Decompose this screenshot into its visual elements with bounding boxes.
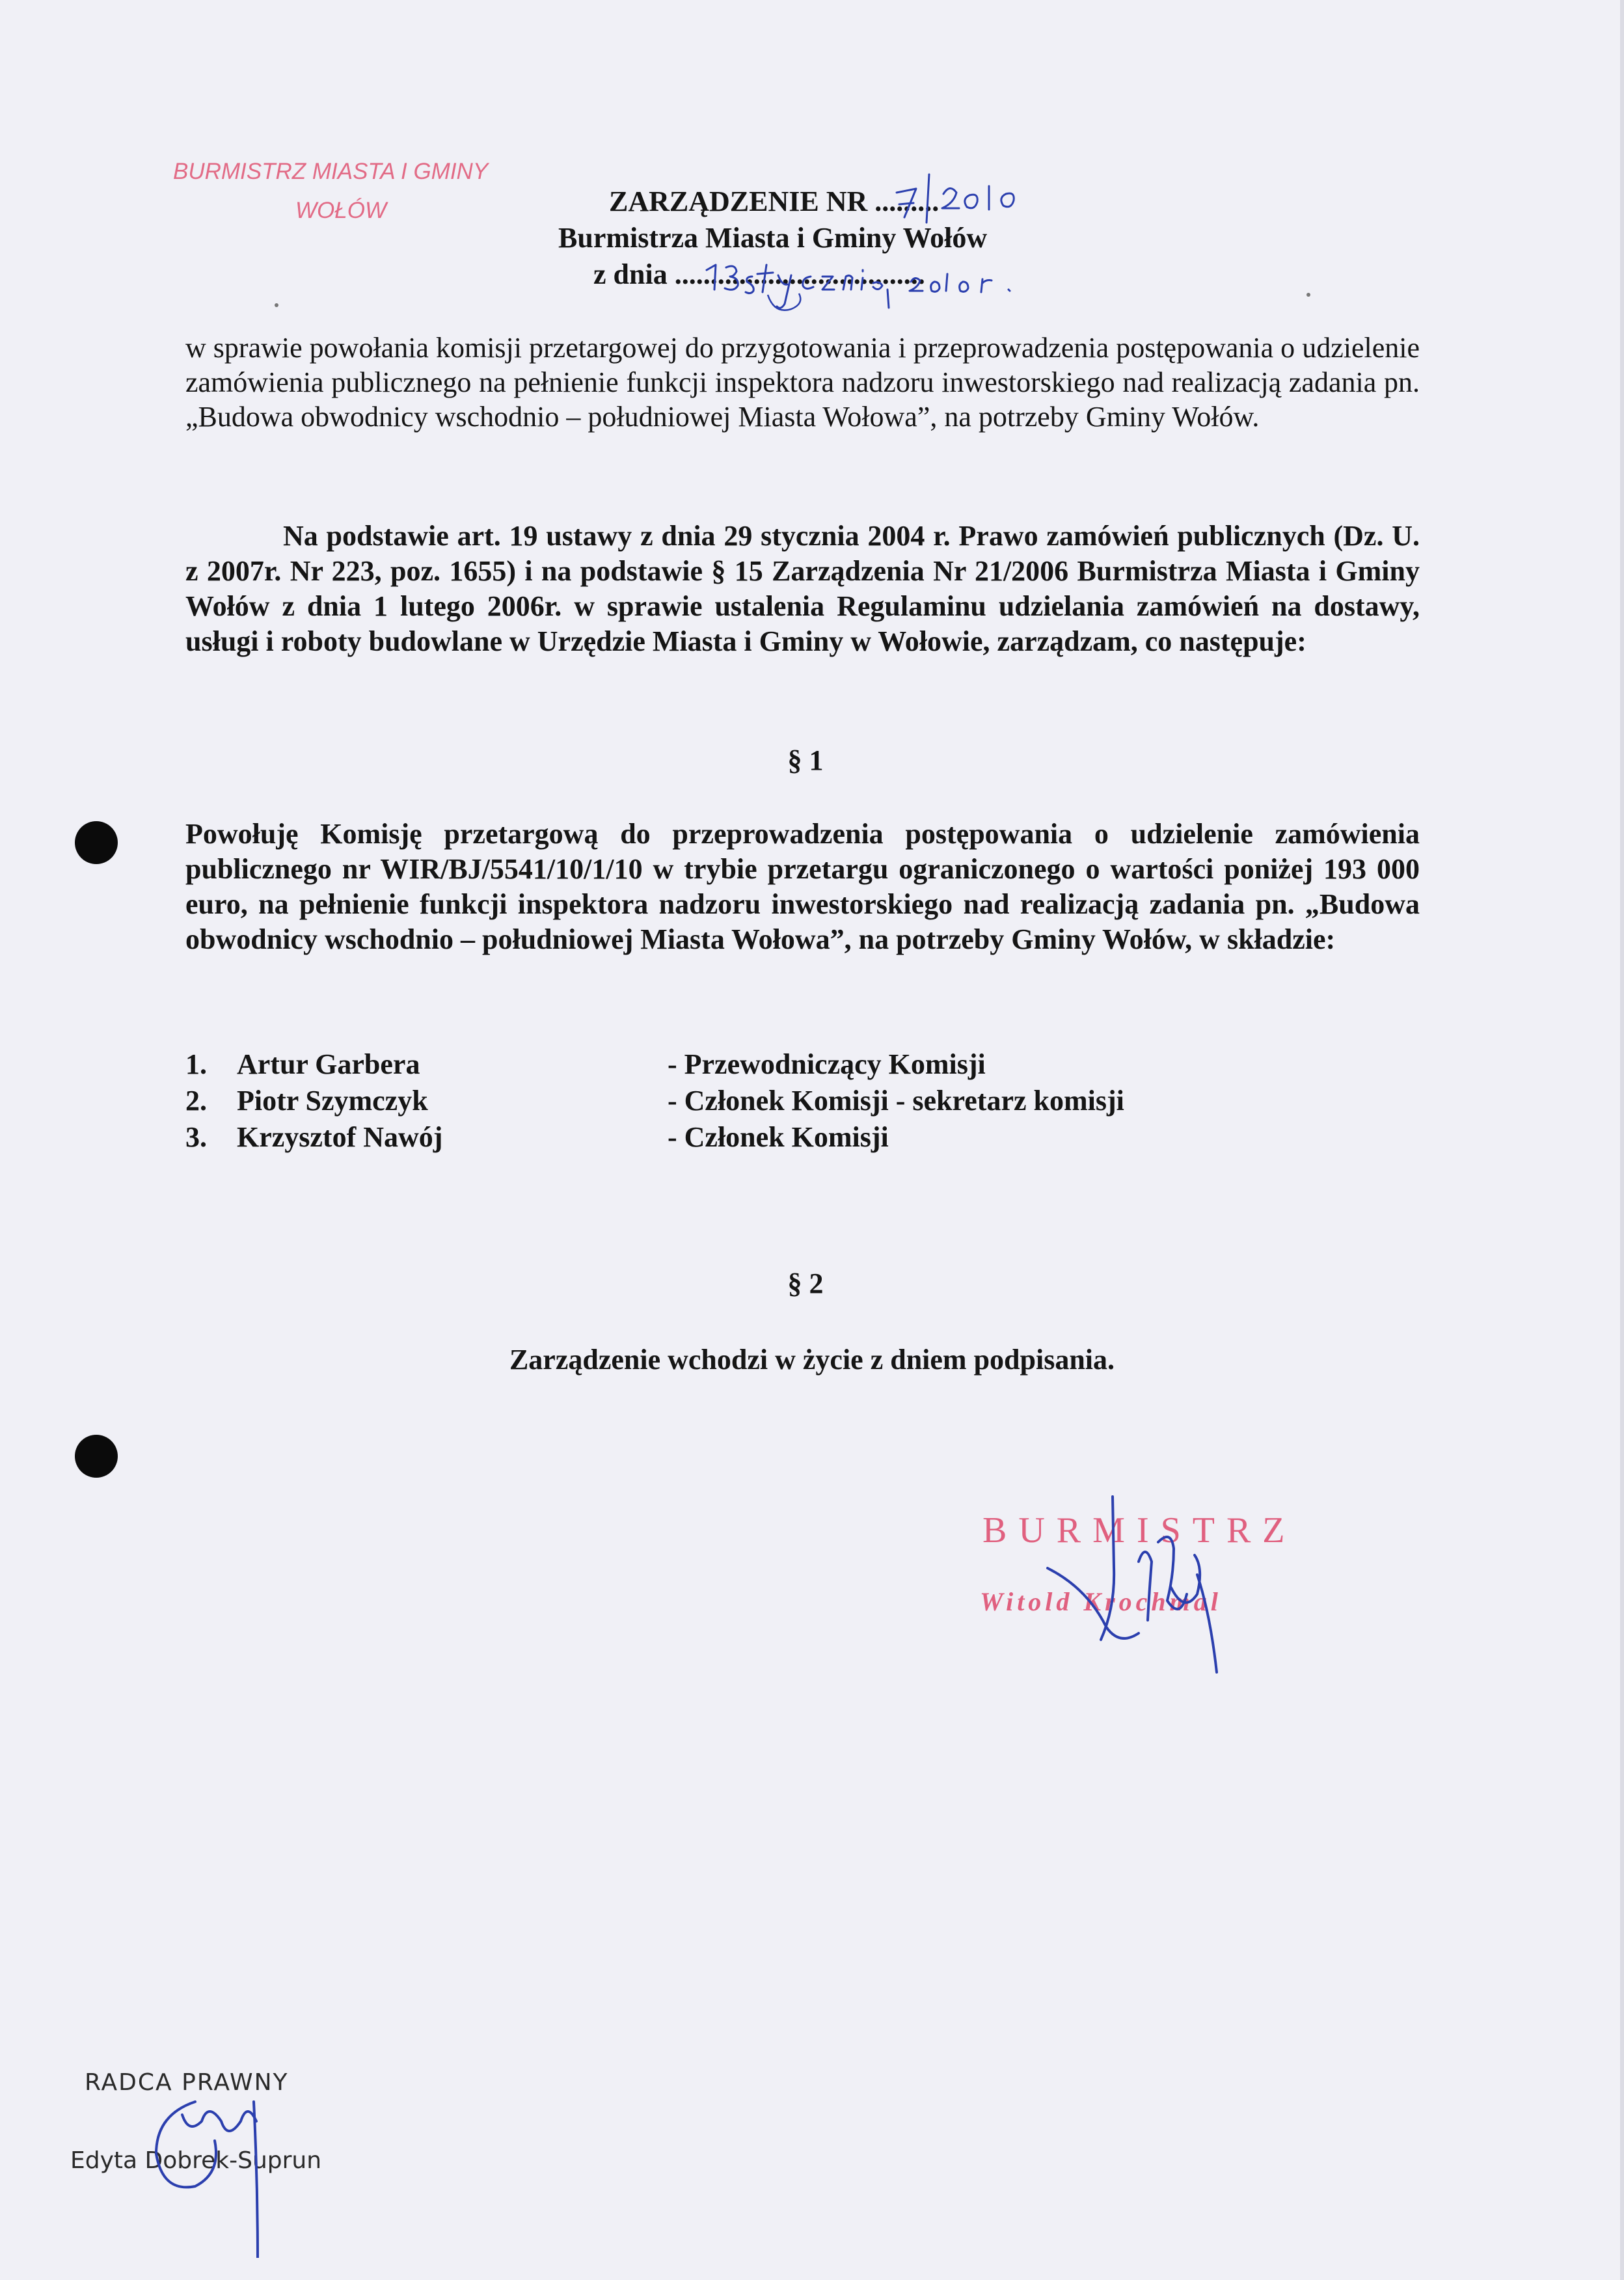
office-stamp-line1: BURMISTRZ MIASTA I GMINY bbox=[173, 159, 489, 184]
title-prefix: ZARZĄDZENIE NR bbox=[609, 185, 868, 217]
office-stamp bbox=[173, 152, 563, 230]
member-role: - Przewodniczący Komisji bbox=[668, 1048, 986, 1080]
punch-hole bbox=[75, 821, 118, 864]
scan-speck bbox=[1306, 293, 1310, 297]
section-2-text: Zarządzenie wchodzi w życie z dniem podpisania. bbox=[509, 1344, 1115, 1376]
handwritten-number bbox=[878, 155, 1093, 226]
date-dots: ................................... bbox=[674, 258, 925, 290]
section-2-mark: § 2 bbox=[787, 1268, 824, 1299]
date-prefix: z dnia bbox=[593, 258, 668, 290]
section-1-mark: § 1 bbox=[787, 744, 824, 776]
member-number: 1. bbox=[185, 1048, 207, 1080]
list-item bbox=[185, 1119, 1422, 1156]
committee-members-list bbox=[185, 1046, 1422, 1156]
scan-edge bbox=[1620, 0, 1624, 2280]
member-name: Artur Garbera bbox=[237, 1048, 420, 1080]
punch-hole bbox=[75, 1435, 118, 1478]
list-item bbox=[185, 1083, 1422, 1119]
handwritten-date bbox=[690, 251, 1093, 322]
member-number: 2. bbox=[185, 1085, 207, 1117]
section-1-text: Powołuję Komisję przetargową do przeprowadzenia postępowania o udzielenie zamówienia publicznego nr WIR/BJ/5541/10/1/10 w trybie przetargu ograniczonego o wartości poniżej 193 000 euro, na pełnienie funkcji inspektora nadzoru inwestorskiego nad realizacją zadania pn. „Budowa obwodnicy wschodnio – południowej Miasta Wołowa”, na potrzeby Gminy Wołów, w składzie: bbox=[185, 818, 1420, 955]
member-name: Krzysztof Nawój bbox=[237, 1121, 443, 1153]
legal-basis-paragraph: Na podstawie art. 19 ustawy z dnia 29 stycznia 2004 r. Prawo zamówień publicznych (Dz. U. z 2007r. Nr 223, poz. 1655) i na podstawie § 15 Zarządzenia Nr 21/2006 Burmistrza Miasta i Gminy Wołów z dnia 1 lutego 2006r. w sprawie ustalenia Regulaminu udzielania zamówień na dostawy, usługi i roboty budowlane w Urzędzie Miasta i Gminy w Wołowie, zarządzam, co następuje: bbox=[185, 520, 1420, 657]
mayor-stamp-title: BURMISTRZ bbox=[982, 1510, 1297, 1551]
member-role: - Członek Komisji - sekretarz komisji bbox=[668, 1085, 1124, 1117]
office-stamp-line2: WOŁÓW bbox=[295, 198, 386, 223]
member-number: 3. bbox=[185, 1121, 207, 1153]
document-issuer: Burmistrza Miasta i Gminy Wołów bbox=[558, 222, 988, 254]
counsel-stamp-title: RADCA PRAWNY bbox=[85, 2069, 289, 2096]
mayor-signature bbox=[976, 1471, 1314, 1679]
list-item bbox=[185, 1046, 1422, 1083]
counsel-stamp-name: Edyta Dobrek-Suprun bbox=[70, 2147, 322, 2174]
counsel-signature bbox=[143, 2050, 338, 2258]
mayor-stamp-name: Witold Krochmal bbox=[980, 1587, 1222, 1616]
intro-paragraph: w sprawie powołania komisji przetargowej do przygotowania i przeprowadzenia postępowania o udzielenie zamówienia publicznego na pełnienie funkcji inspektora nadzoru inwestorskiego nad realizacją zadania pn. „Budowa obwodnicy wschodnio – południowej Miasta Wołowa”, na potrzeby Gminy Wołów. bbox=[185, 332, 1420, 433]
member-role: - Członek Komisji bbox=[668, 1121, 889, 1153]
member-name: Piotr Szymczyk bbox=[237, 1085, 428, 1117]
title-dots: ......... bbox=[874, 185, 940, 217]
scan-speck bbox=[275, 303, 278, 307]
